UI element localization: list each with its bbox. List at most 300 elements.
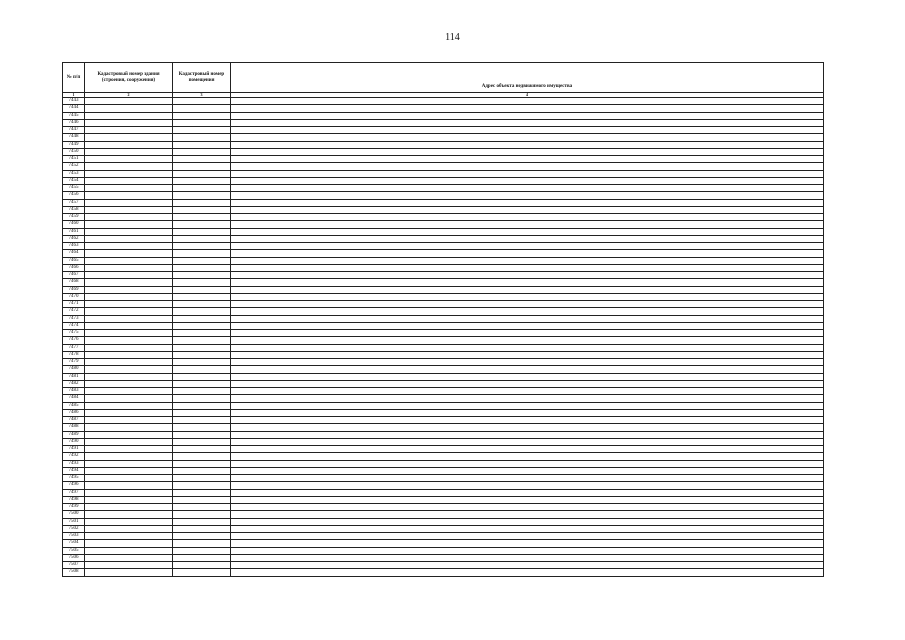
table-row <box>63 308 824 315</box>
table-row <box>63 518 824 525</box>
table-row <box>63 496 824 503</box>
row-number-cell: 7495 <box>63 475 85 482</box>
building-cadastral-number-cell <box>85 206 173 213</box>
address-cell <box>231 134 824 141</box>
building-cadastral-number-cell <box>85 482 173 489</box>
row-number-cell: 7485 <box>63 402 85 409</box>
room-cadastral-number-cell <box>173 308 231 315</box>
table-row <box>63 163 824 170</box>
table-row <box>63 279 824 286</box>
room-cadastral-number-cell <box>173 134 231 141</box>
address-cell <box>231 446 824 453</box>
room-cadastral-number-cell <box>173 525 231 532</box>
building-cadastral-number-cell <box>85 156 173 163</box>
room-cadastral-number-cell <box>173 301 231 308</box>
address-cell <box>231 525 824 532</box>
address-cell <box>231 395 824 402</box>
building-cadastral-number-cell <box>85 496 173 503</box>
table-row <box>63 243 824 250</box>
building-cadastral-number-cell <box>85 562 173 569</box>
address-cell <box>231 351 824 358</box>
building-cadastral-number-cell <box>85 540 173 547</box>
room-cadastral-number-cell <box>173 98 231 105</box>
row-number-cell: 7472 <box>63 308 85 315</box>
room-cadastral-number-cell <box>173 373 231 380</box>
table-body <box>63 98 824 577</box>
room-cadastral-number-cell <box>173 163 231 170</box>
address-cell <box>231 438 824 445</box>
building-cadastral-number-cell <box>85 518 173 525</box>
table-row <box>63 185 824 192</box>
row-number-cell: 7490 <box>63 438 85 445</box>
address-cell <box>231 562 824 569</box>
table-row <box>63 540 824 547</box>
address-cell <box>231 206 824 213</box>
table-row <box>63 467 824 474</box>
table-row <box>63 453 824 460</box>
building-cadastral-number-cell <box>85 511 173 518</box>
table-row <box>63 206 824 213</box>
address-cell <box>231 380 824 387</box>
table-row <box>63 359 824 366</box>
address-cell <box>231 257 824 264</box>
table-row <box>63 221 824 228</box>
address-cell <box>231 301 824 308</box>
room-cadastral-number-cell <box>173 105 231 112</box>
row-number-cell: 7488 <box>63 424 85 431</box>
table-row <box>63 562 824 569</box>
building-cadastral-number-cell <box>85 351 173 358</box>
room-cadastral-number-cell <box>173 344 231 351</box>
table-row <box>63 192 824 199</box>
building-cadastral-number-cell <box>85 409 173 416</box>
room-cadastral-number-cell <box>173 156 231 163</box>
building-cadastral-number-cell <box>85 243 173 250</box>
address-cell <box>231 279 824 286</box>
address-cell <box>231 235 824 242</box>
address-cell <box>231 286 824 293</box>
building-cadastral-number-cell <box>85 395 173 402</box>
room-cadastral-number-cell <box>173 467 231 474</box>
address-cell <box>231 177 824 184</box>
table-row <box>63 272 824 279</box>
row-number-cell: 7469 <box>63 286 85 293</box>
table-row <box>63 380 824 387</box>
room-cadastral-number-cell <box>173 540 231 547</box>
row-number-cell: 7487 <box>63 417 85 424</box>
room-cadastral-number-cell <box>173 264 231 271</box>
table-header-row <box>63 63 824 93</box>
room-cadastral-number-cell <box>173 453 231 460</box>
table-row <box>63 127 824 134</box>
table-row <box>63 417 824 424</box>
address-cell <box>231 359 824 366</box>
address-cell <box>231 489 824 496</box>
address-cell <box>231 482 824 489</box>
table-row <box>63 235 824 242</box>
address-cell <box>231 554 824 561</box>
table-row <box>63 525 824 532</box>
building-cadastral-number-cell <box>85 112 173 119</box>
room-cadastral-number-cell <box>173 322 231 329</box>
room-cadastral-number-cell <box>173 431 231 438</box>
building-cadastral-number-cell <box>85 417 173 424</box>
row-number-cell: 7446 <box>63 119 85 126</box>
room-cadastral-number-cell <box>173 243 231 250</box>
room-cadastral-number-cell <box>173 119 231 126</box>
room-cadastral-number-cell <box>173 170 231 177</box>
table-row <box>63 489 824 496</box>
row-number-cell: 7460 <box>63 221 85 228</box>
address-cell <box>231 141 824 148</box>
room-cadastral-number-cell <box>173 475 231 482</box>
room-cadastral-number-cell <box>173 482 231 489</box>
room-cadastral-number-cell <box>173 395 231 402</box>
building-cadastral-number-cell <box>85 177 173 184</box>
row-number-cell: 7454 <box>63 177 85 184</box>
room-cadastral-number-cell <box>173 192 231 199</box>
building-cadastral-number-cell <box>85 105 173 112</box>
row-number-cell: 7489 <box>63 431 85 438</box>
building-cadastral-number-cell <box>85 141 173 148</box>
building-cadastral-number-cell <box>85 330 173 337</box>
address-cell <box>231 112 824 119</box>
table-row <box>63 460 824 467</box>
room-cadastral-number-cell <box>173 460 231 467</box>
property-register-table <box>62 62 824 577</box>
room-cadastral-number-cell <box>173 504 231 511</box>
table-row <box>63 214 824 221</box>
building-cadastral-number-cell <box>85 279 173 286</box>
table-row <box>63 293 824 300</box>
room-cadastral-number-cell <box>173 257 231 264</box>
table-row <box>63 112 824 119</box>
building-cadastral-number-cell <box>85 489 173 496</box>
building-cadastral-number-cell <box>85 228 173 235</box>
row-number-cell: 7484 <box>63 395 85 402</box>
row-number-cell: 7453 <box>63 170 85 177</box>
building-cadastral-number-cell <box>85 402 173 409</box>
table-row <box>63 402 824 409</box>
row-number-cell: 7492 <box>63 453 85 460</box>
header-row-number: № п/п <box>63 63 85 93</box>
row-number-cell: 7456 <box>63 192 85 199</box>
room-cadastral-number-cell <box>173 206 231 213</box>
building-cadastral-number-cell <box>85 388 173 395</box>
address-cell <box>231 330 824 337</box>
address-cell <box>231 192 824 199</box>
row-number-cell: 7481 <box>63 373 85 380</box>
room-cadastral-number-cell <box>173 272 231 279</box>
room-cadastral-number-cell <box>173 286 231 293</box>
building-cadastral-number-cell <box>85 337 173 344</box>
row-number-cell: 7494 <box>63 467 85 474</box>
address-cell <box>231 569 824 576</box>
building-cadastral-number-cell <box>85 163 173 170</box>
address-cell <box>231 547 824 554</box>
table-row <box>63 373 824 380</box>
address-cell <box>231 264 824 271</box>
row-number-cell: 7498 <box>63 496 85 503</box>
table-row <box>63 228 824 235</box>
room-cadastral-number-cell <box>173 214 231 221</box>
address-cell <box>231 127 824 134</box>
room-cadastral-number-cell <box>173 250 231 257</box>
row-number-cell: 7451 <box>63 156 85 163</box>
room-cadastral-number-cell <box>173 547 231 554</box>
address-cell <box>231 148 824 155</box>
room-cadastral-number-cell <box>173 402 231 409</box>
table-row <box>63 177 824 184</box>
building-cadastral-number-cell <box>85 446 173 453</box>
row-number-cell: 7506 <box>63 554 85 561</box>
table-row <box>63 446 824 453</box>
row-number-cell: 7508 <box>63 569 85 576</box>
building-cadastral-number-cell <box>85 569 173 576</box>
room-cadastral-number-cell <box>173 518 231 525</box>
row-number-cell: 7452 <box>63 163 85 170</box>
building-cadastral-number-cell <box>85 119 173 126</box>
building-cadastral-number-cell <box>85 308 173 315</box>
table-row <box>63 199 824 206</box>
building-cadastral-number-cell <box>85 533 173 540</box>
building-cadastral-number-cell <box>85 322 173 329</box>
building-cadastral-number-cell <box>85 315 173 322</box>
building-cadastral-number-cell <box>85 134 173 141</box>
room-cadastral-number-cell <box>173 417 231 424</box>
room-cadastral-number-cell <box>173 141 231 148</box>
row-number-cell: 7477 <box>63 344 85 351</box>
column-index: 2 <box>85 93 173 98</box>
row-number-cell: 7466 <box>63 264 85 271</box>
row-number-cell: 7474 <box>63 322 85 329</box>
room-cadastral-number-cell <box>173 279 231 286</box>
row-number-cell: 7476 <box>63 337 85 344</box>
building-cadastral-number-cell <box>85 185 173 192</box>
address-cell <box>231 540 824 547</box>
row-number-cell: 7503 <box>63 533 85 540</box>
row-number-cell: 7470 <box>63 293 85 300</box>
table-row <box>63 504 824 511</box>
address-cell <box>231 199 824 206</box>
row-number-cell: 7486 <box>63 409 85 416</box>
building-cadastral-number-cell <box>85 525 173 532</box>
address-cell <box>231 170 824 177</box>
room-cadastral-number-cell <box>173 359 231 366</box>
building-cadastral-number-cell <box>85 460 173 467</box>
row-number-cell: 7499 <box>63 504 85 511</box>
row-number-cell: 7482 <box>63 380 85 387</box>
building-cadastral-number-cell <box>85 199 173 206</box>
room-cadastral-number-cell <box>173 388 231 395</box>
building-cadastral-number-cell <box>85 453 173 460</box>
header-building-cadastral-number: Кадастровый номер здания (строения, сооружения) <box>85 63 173 93</box>
row-number-cell: 7447 <box>63 127 85 134</box>
row-number-cell: 7471 <box>63 301 85 308</box>
address-cell <box>231 453 824 460</box>
building-cadastral-number-cell <box>85 127 173 134</box>
building-cadastral-number-cell <box>85 424 173 431</box>
row-number-cell: 7458 <box>63 206 85 213</box>
room-cadastral-number-cell <box>173 228 231 235</box>
row-number-cell: 7449 <box>63 141 85 148</box>
column-index: 1 <box>63 93 85 98</box>
row-number-cell: 7475 <box>63 330 85 337</box>
table-row <box>63 366 824 373</box>
table-row <box>63 547 824 554</box>
room-cadastral-number-cell <box>173 293 231 300</box>
address-cell <box>231 250 824 257</box>
building-cadastral-number-cell <box>85 475 173 482</box>
room-cadastral-number-cell <box>173 511 231 518</box>
building-cadastral-number-cell <box>85 438 173 445</box>
room-cadastral-number-cell <box>173 199 231 206</box>
address-cell <box>231 496 824 503</box>
address-cell <box>231 402 824 409</box>
room-cadastral-number-cell <box>173 489 231 496</box>
table-row <box>63 424 824 431</box>
building-cadastral-number-cell <box>85 192 173 199</box>
table-row <box>63 431 824 438</box>
table-row <box>63 170 824 177</box>
row-number-cell: 7480 <box>63 366 85 373</box>
table-row <box>63 264 824 271</box>
row-number-cell: 7459 <box>63 214 85 221</box>
table-row <box>63 351 824 358</box>
room-cadastral-number-cell <box>173 533 231 540</box>
table-row <box>63 409 824 416</box>
address-cell <box>231 119 824 126</box>
room-cadastral-number-cell <box>173 221 231 228</box>
address-cell <box>231 228 824 235</box>
address-cell <box>231 315 824 322</box>
address-cell <box>231 156 824 163</box>
address-cell <box>231 214 824 221</box>
row-number-cell: 7473 <box>63 315 85 322</box>
row-number-cell: 7465 <box>63 257 85 264</box>
row-number-cell: 7497 <box>63 489 85 496</box>
address-cell <box>231 467 824 474</box>
address-cell <box>231 417 824 424</box>
address-cell <box>231 337 824 344</box>
row-number-cell: 7468 <box>63 279 85 286</box>
building-cadastral-number-cell <box>85 431 173 438</box>
room-cadastral-number-cell <box>173 380 231 387</box>
address-cell <box>231 98 824 105</box>
address-cell <box>231 105 824 112</box>
address-cell <box>231 409 824 416</box>
column-index: 3 <box>173 93 231 98</box>
table-row <box>63 438 824 445</box>
table-row <box>63 134 824 141</box>
address-cell <box>231 308 824 315</box>
row-number-cell: 7496 <box>63 482 85 489</box>
table-row <box>63 315 824 322</box>
row-number-cell: 7450 <box>63 148 85 155</box>
building-cadastral-number-cell <box>85 344 173 351</box>
table-row <box>63 330 824 337</box>
room-cadastral-number-cell <box>173 569 231 576</box>
row-number-cell: 7483 <box>63 388 85 395</box>
building-cadastral-number-cell <box>85 467 173 474</box>
table-row <box>63 250 824 257</box>
row-number-cell: 7500 <box>63 511 85 518</box>
table-row <box>63 156 824 163</box>
building-cadastral-number-cell <box>85 380 173 387</box>
building-cadastral-number-cell <box>85 301 173 308</box>
table-row <box>63 344 824 351</box>
address-cell <box>231 322 824 329</box>
building-cadastral-number-cell <box>85 359 173 366</box>
row-number-cell: 7457 <box>63 199 85 206</box>
header-room-cadastral-number: Кадастровый номер помещения <box>173 63 231 93</box>
row-number-cell: 7507 <box>63 562 85 569</box>
building-cadastral-number-cell <box>85 547 173 554</box>
row-number-cell: 7462 <box>63 235 85 242</box>
address-cell <box>231 424 824 431</box>
row-number-cell: 7448 <box>63 134 85 141</box>
room-cadastral-number-cell <box>173 366 231 373</box>
table-row <box>63 395 824 402</box>
room-cadastral-number-cell <box>173 438 231 445</box>
row-number-cell: 7504 <box>63 540 85 547</box>
building-cadastral-number-cell <box>85 170 173 177</box>
table-row <box>63 388 824 395</box>
row-number-cell: 7464 <box>63 250 85 257</box>
header-address: Адрес объекта недвижимого имущества <box>231 63 824 93</box>
table-row <box>63 141 824 148</box>
address-cell <box>231 221 824 228</box>
room-cadastral-number-cell <box>173 185 231 192</box>
row-number-cell: 7444 <box>63 105 85 112</box>
table-row <box>63 511 824 518</box>
building-cadastral-number-cell <box>85 272 173 279</box>
room-cadastral-number-cell <box>173 409 231 416</box>
table-row <box>63 475 824 482</box>
room-cadastral-number-cell <box>173 351 231 358</box>
room-cadastral-number-cell <box>173 235 231 242</box>
page-number: 114 <box>445 32 460 43</box>
row-number-cell: 7479 <box>63 359 85 366</box>
table-row <box>63 337 824 344</box>
building-cadastral-number-cell <box>85 293 173 300</box>
building-cadastral-number-cell <box>85 264 173 271</box>
room-cadastral-number-cell <box>173 496 231 503</box>
building-cadastral-number-cell <box>85 98 173 105</box>
room-cadastral-number-cell <box>173 177 231 184</box>
address-cell <box>231 163 824 170</box>
row-number-cell: 7501 <box>63 518 85 525</box>
building-cadastral-number-cell <box>85 250 173 257</box>
table-row <box>63 301 824 308</box>
address-cell <box>231 243 824 250</box>
room-cadastral-number-cell <box>173 127 231 134</box>
table-row <box>63 533 824 540</box>
table-row <box>63 554 824 561</box>
address-cell <box>231 373 824 380</box>
table-row <box>63 98 824 105</box>
address-cell <box>231 185 824 192</box>
address-cell <box>231 272 824 279</box>
address-cell <box>231 504 824 511</box>
table-row <box>63 286 824 293</box>
table-row <box>63 148 824 155</box>
address-cell <box>231 293 824 300</box>
address-cell <box>231 431 824 438</box>
room-cadastral-number-cell <box>173 148 231 155</box>
room-cadastral-number-cell <box>173 446 231 453</box>
address-cell <box>231 388 824 395</box>
